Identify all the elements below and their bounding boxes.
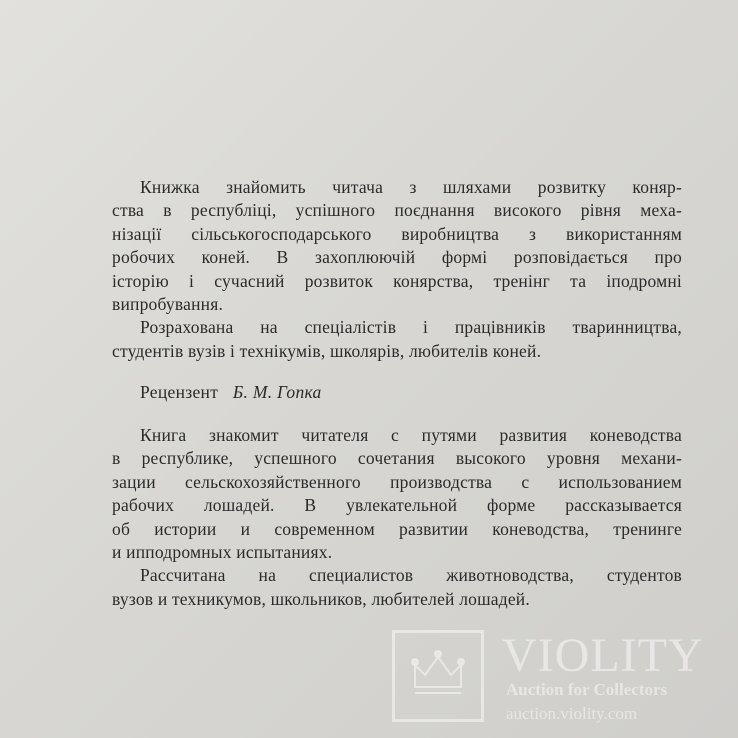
uk-line-5: історію і сучасний розвиток конярства, тренінг та іподромні <box>112 270 682 291</box>
uk-line-1: Книжка знайомить читача з шляхами розвитку коняр- <box>140 177 682 197</box>
uk-line-3: нізації сільськогосподарського виробництва з використанням <box>112 223 682 244</box>
watermark-logo-box <box>392 630 484 722</box>
ru-line-5: об истории и современном развитии коневодства, тренинге <box>112 518 682 539</box>
watermark-subtitle: Auction for Collectors <box>506 680 668 699</box>
crown-icon <box>405 643 471 709</box>
watermark-url: auction.violity.com <box>506 704 638 723</box>
ru-line-7: Рассчитана на специалистов животноводства, студентов <box>140 565 682 586</box>
uk-line-7: Розрахована на спеціалістів і працівників тваринництва, <box>140 317 682 338</box>
ru-line-6: и ипподромных испытаниях. <box>112 542 333 563</box>
ru-line-8: вузов и техникумов, школьников, любителей лошадей. <box>112 588 530 609</box>
russian-annotation <box>112 424 682 611</box>
ru-line-3: зации сельскохозяйственного производства с использованием <box>112 471 682 492</box>
ru-line-2: в республике, успешного сочетания высокого уровня механи- <box>112 448 682 469</box>
uk-line-4: робочих коней. В захоплюючій формі розповідається про <box>112 247 682 268</box>
uk-line-6: випробування. <box>112 294 224 315</box>
ukrainian-annotation <box>112 176 682 363</box>
watermark-title: VIOLITY <box>502 629 704 682</box>
ru-line-1: Книга знакомит читателя с путями развития коневодства <box>140 425 682 445</box>
reviewer-line <box>140 382 322 403</box>
reviewer-name: Б. М. Гопка <box>232 382 322 402</box>
uk-line-8: студентів вузів і технікумів, школярів, любителів коней. <box>112 340 542 361</box>
ru-line-4: рабочих лошадей. В увлекательной форме рассказывается <box>112 495 682 516</box>
violity-watermark <box>390 628 738 738</box>
reviewer-label: Рецензент <box>140 382 219 402</box>
uk-line-2: ства в республіці, успішного поєднання високого рівня меха- <box>112 200 682 221</box>
